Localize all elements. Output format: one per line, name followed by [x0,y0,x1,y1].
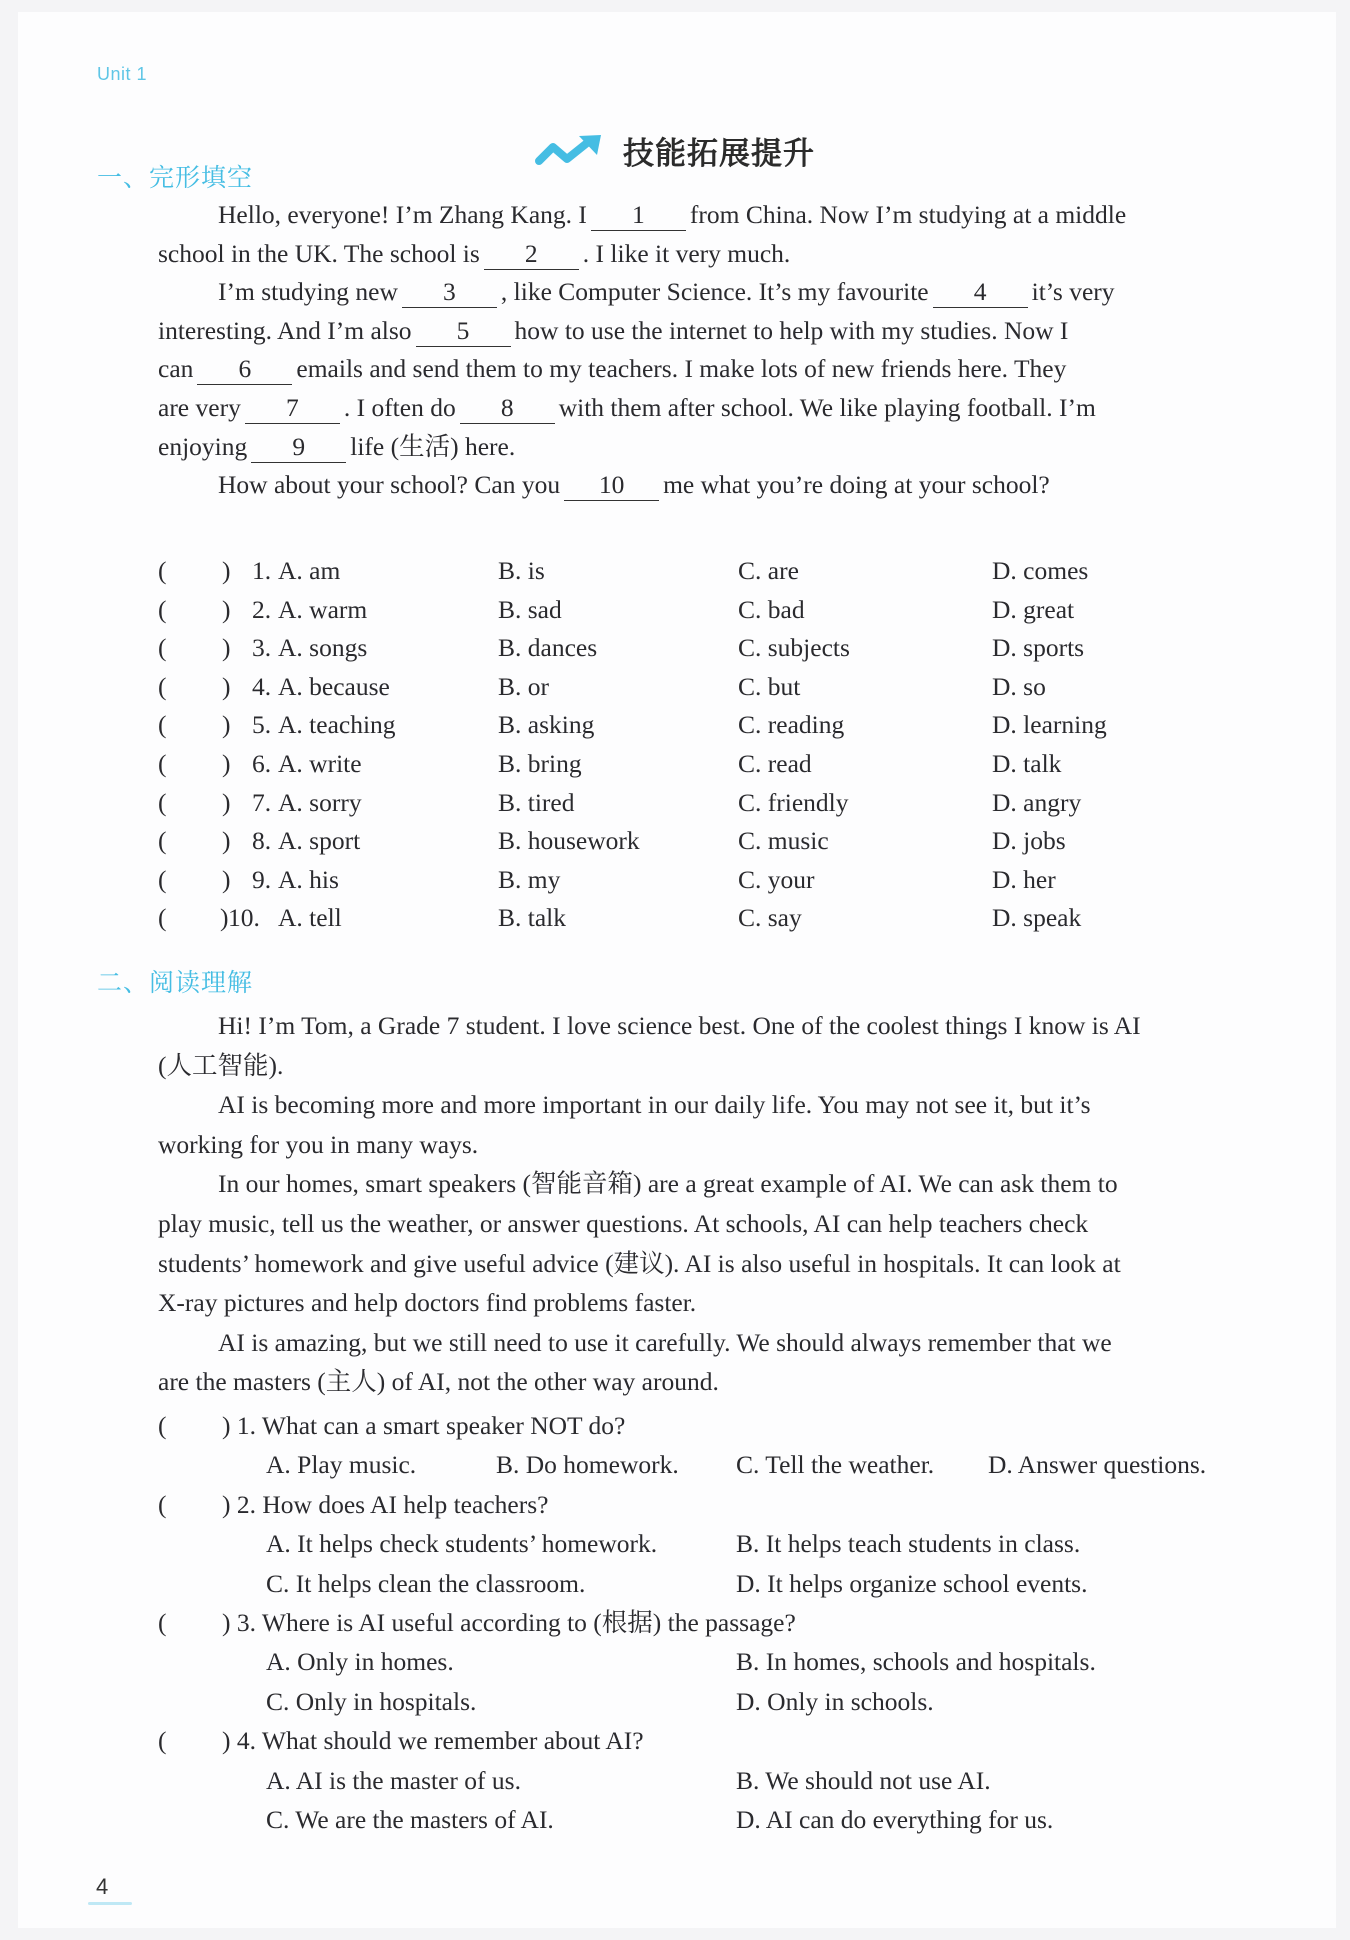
question-text: ) 1. What can a smart speaker NOT do? [222,1411,626,1440]
passage-text: life (生活) here. [350,431,516,461]
cloze-paragraph [158,196,1238,235]
option-c[interactable]: C. reading [738,710,845,740]
option-c[interactable]: C. It helps clean the classroom. [266,1568,586,1598]
option-a[interactable]: A. tell [278,903,342,933]
passage-text: are very [158,392,241,422]
cloze-paragraph [158,350,1238,389]
answer-paren-right: ) [222,864,231,894]
cloze-paragraph [158,235,1238,274]
unit-label: Unit 1 [97,64,148,84]
option-c[interactable]: C. your [738,864,815,894]
reading-line: (人工智能). [158,1050,284,1080]
option-b[interactable]: B. talk [498,903,566,933]
option-c[interactable]: C. say [738,903,802,933]
option-a[interactable]: A. Only in homes. [266,1647,454,1677]
passage-text: enjoying [158,431,248,461]
passage-text: emails and send them to my teachers. I make lots of new friends here. They [296,354,1067,384]
answer-paren-left[interactable]: ( [158,826,167,856]
question-number: 7. [252,787,272,817]
cloze-blank[interactable]: 3 [402,277,497,308]
passage-text: me what you’re doing at your school? [663,470,1050,500]
option-d[interactable]: D. It helps organize school events. [736,1568,1088,1598]
cloze-blank[interactable]: 7 [245,393,340,424]
option-c[interactable]: C. read [738,748,812,778]
cloze-paragraph [158,389,1238,428]
passage-text: I’m studying new [218,277,398,307]
option-d[interactable]: D. comes [992,556,1089,585]
option-a[interactable]: A. songs [278,633,368,663]
cloze-paragraph [158,466,1238,505]
page-title: 技能拓展提升 [623,136,815,172]
option-a[interactable]: A. sorry [278,787,362,817]
option-c[interactable]: C. subjects [738,633,850,663]
reading-line: AI is becoming more and more important in our daily life. You may not see it, but it’s [218,1090,1091,1120]
option-b[interactable]: B. In homes, schools and hospitals. [736,1647,1096,1677]
answer-paren-right: ) [222,787,231,817]
option-a[interactable]: A. teaching [278,710,396,740]
option-b[interactable]: B. bring [498,748,582,778]
reading-line: are the masters (主人) of AI, not the other way around. [158,1367,719,1397]
answer-paren-right: ) [222,633,231,663]
reading-passage [158,1006,1238,1402]
option-c[interactable]: C. Only in hospitals. [266,1686,477,1716]
option-d[interactable]: D. talk [992,748,1062,778]
cloze-paragraph [158,312,1238,351]
passage-text: . I often do [343,392,456,422]
option-b[interactable]: B. my [498,864,561,894]
option-d[interactable]: D. jobs [992,826,1066,856]
option-d[interactable]: D. speak [992,903,1082,933]
cloze-paragraph [158,428,1238,467]
option-d[interactable]: D. learning [992,710,1107,740]
answer-paren-left[interactable]: ( [158,556,167,585]
reading-line: AI is amazing, but we still need to use it carefully. We should always remember that we [218,1327,1112,1357]
passage-text: can [158,354,194,384]
option-d[interactable]: D. great [992,594,1075,624]
option-b[interactable]: B. asking [498,710,595,740]
option-b[interactable]: B. sad [498,594,562,624]
option-d[interactable]: D. angry [992,787,1082,817]
question-number: 3. [252,633,272,663]
question-number: 1. [252,556,272,585]
reading-line: X-ray pictures and help doctors find problems faster. [158,1288,697,1318]
answer-paren-right: ) [220,903,229,933]
option-b[interactable]: B. It helps teach students in class. [736,1529,1081,1559]
reading-line: students’ homework and give useful advice (建议). AI is also useful in hospitals. It can look at [158,1248,1121,1278]
cloze-blank[interactable]: 1 [591,200,686,231]
cloze-blank[interactable]: 8 [460,393,555,424]
reading-line: working for you in many ways. [158,1129,479,1159]
passage-text: How about your school? Can you [218,470,561,500]
option-a[interactable]: A. Play music. [266,1450,417,1480]
option-c[interactable]: C. Tell the weather. [736,1450,935,1480]
question-number: 6. [252,748,272,778]
option-c[interactable]: C. We are the masters of AI. [266,1804,554,1834]
option-c[interactable]: C. friendly [738,787,849,817]
option-d[interactable]: D. her [992,864,1056,894]
option-b[interactable]: B. dances [498,633,598,663]
answer-paren-right: ) [222,594,231,624]
option-d[interactable]: D. Only in schools. [736,1686,934,1716]
option-c[interactable]: C. are [738,556,799,585]
answer-paren-right: ) [222,826,231,856]
answer-paren-left[interactable]: ( [158,671,167,701]
passage-text: with them after school. We like playing football. I’m [558,392,1096,422]
question-number: 9. [252,864,272,894]
option-a[interactable]: A. warm [278,594,368,624]
question-number: 10. [228,903,260,933]
question-text: ) 3. Where is AI useful according to (根据) the passage? [222,1607,796,1637]
cloze-blank[interactable]: 4 [933,277,1028,308]
option-b[interactable]: B. housework [498,826,640,856]
reading-line: Hi! I’m Tom, a Grade 7 student. I love science best. One of the coolest things I know is AI [218,1011,1141,1040]
option-d[interactable]: D. Answer questions. [988,1450,1207,1480]
answer-paren-left[interactable]: ( [158,710,167,740]
option-a[interactable]: A. because [278,671,390,701]
option-b[interactable]: B. or [498,671,549,701]
option-c[interactable]: C. music [738,826,829,856]
option-b[interactable]: B. is [498,556,545,585]
answer-paren-left[interactable]: ( [158,787,167,817]
passage-text: , like Computer Science. It’s my favourite [500,277,929,307]
question-text: ) 4. What should we remember about AI? [222,1726,644,1756]
question-number: 4. [252,671,272,701]
passage-text: how to use the internet to help with my studies. Now I [514,315,1069,345]
page-number: 4 [96,1874,109,1899]
section-heading-cloze: 一、完形填空 [97,163,254,192]
page-number-underline [88,1902,132,1905]
option-a[interactable]: A. his [278,864,339,894]
answer-paren-left[interactable]: ( [158,748,167,778]
passage-text: from China. Now I’m studying at a middle [689,200,1127,229]
section-heading-reading: 二、阅读理解 [97,968,254,997]
question-text: ) 2. How does AI help teachers? [222,1489,549,1519]
option-a[interactable]: A. sport [278,826,361,856]
question-number: 2. [252,594,272,624]
cloze-blank[interactable]: 10 [564,470,659,501]
cloze-paragraph [158,273,1238,312]
answer-paren-left[interactable]: ( [158,594,167,624]
answer-paren-right: ) [222,748,231,778]
option-d[interactable]: D. so [992,671,1046,701]
option-d[interactable]: D. AI can do everything for us. [736,1804,1054,1834]
cloze-passage [158,196,1238,505]
cloze-blank[interactable]: 6 [197,354,292,385]
option-b[interactable]: B. Do homework. [496,1450,679,1480]
answer-paren[interactable]: ( [158,1726,167,1756]
question-number: 5. [252,710,272,740]
passage-text: . I like it very much. [582,238,791,268]
passage-text: school in the UK. The school is [158,238,480,268]
answer-paren-right: ) [222,710,231,740]
cloze-blank[interactable]: 5 [416,316,511,347]
option-a[interactable]: A. AI is the master of us. [266,1765,521,1795]
option-c[interactable]: C. but [738,671,801,701]
option-b[interactable]: B. We should not use AI. [736,1765,991,1795]
answer-paren[interactable]: ( [158,1607,167,1637]
answer-paren[interactable]: ( [158,1411,167,1440]
answer-paren-left[interactable]: ( [158,633,167,663]
reading-line: play music, tell us the weather, or answer questions. At schools, AI can help teachers check [158,1208,1089,1238]
option-a[interactable]: A. am [278,556,341,585]
cloze-blank[interactable]: 2 [484,239,579,270]
answer-paren-left[interactable]: ( [158,903,167,933]
reading-line: In our homes, smart speakers (智能音箱) are a great example of AI. We can ask them to [218,1169,1118,1199]
answer-paren-left[interactable]: ( [158,864,167,894]
passage-text: it’s very [1031,277,1115,307]
option-b[interactable]: B. tired [498,787,575,817]
answer-paren-right: ) [222,671,231,701]
answer-paren-right: ) [222,556,231,585]
option-a[interactable]: A. write [278,748,362,778]
option-c[interactable]: C. bad [738,594,805,624]
answer-paren[interactable]: ( [158,1489,167,1519]
option-d[interactable]: D. sports [992,633,1085,663]
trend-arrow-icon [535,133,605,169]
cloze-blank[interactable]: 9 [251,432,346,463]
passage-text: interesting. And I’m also [158,315,412,345]
question-number: 8. [252,826,272,856]
option-a[interactable]: A. It helps check students’ homework. [266,1529,658,1559]
passage-text: Hello, everyone! I’m Zhang Kang. I [218,200,587,229]
